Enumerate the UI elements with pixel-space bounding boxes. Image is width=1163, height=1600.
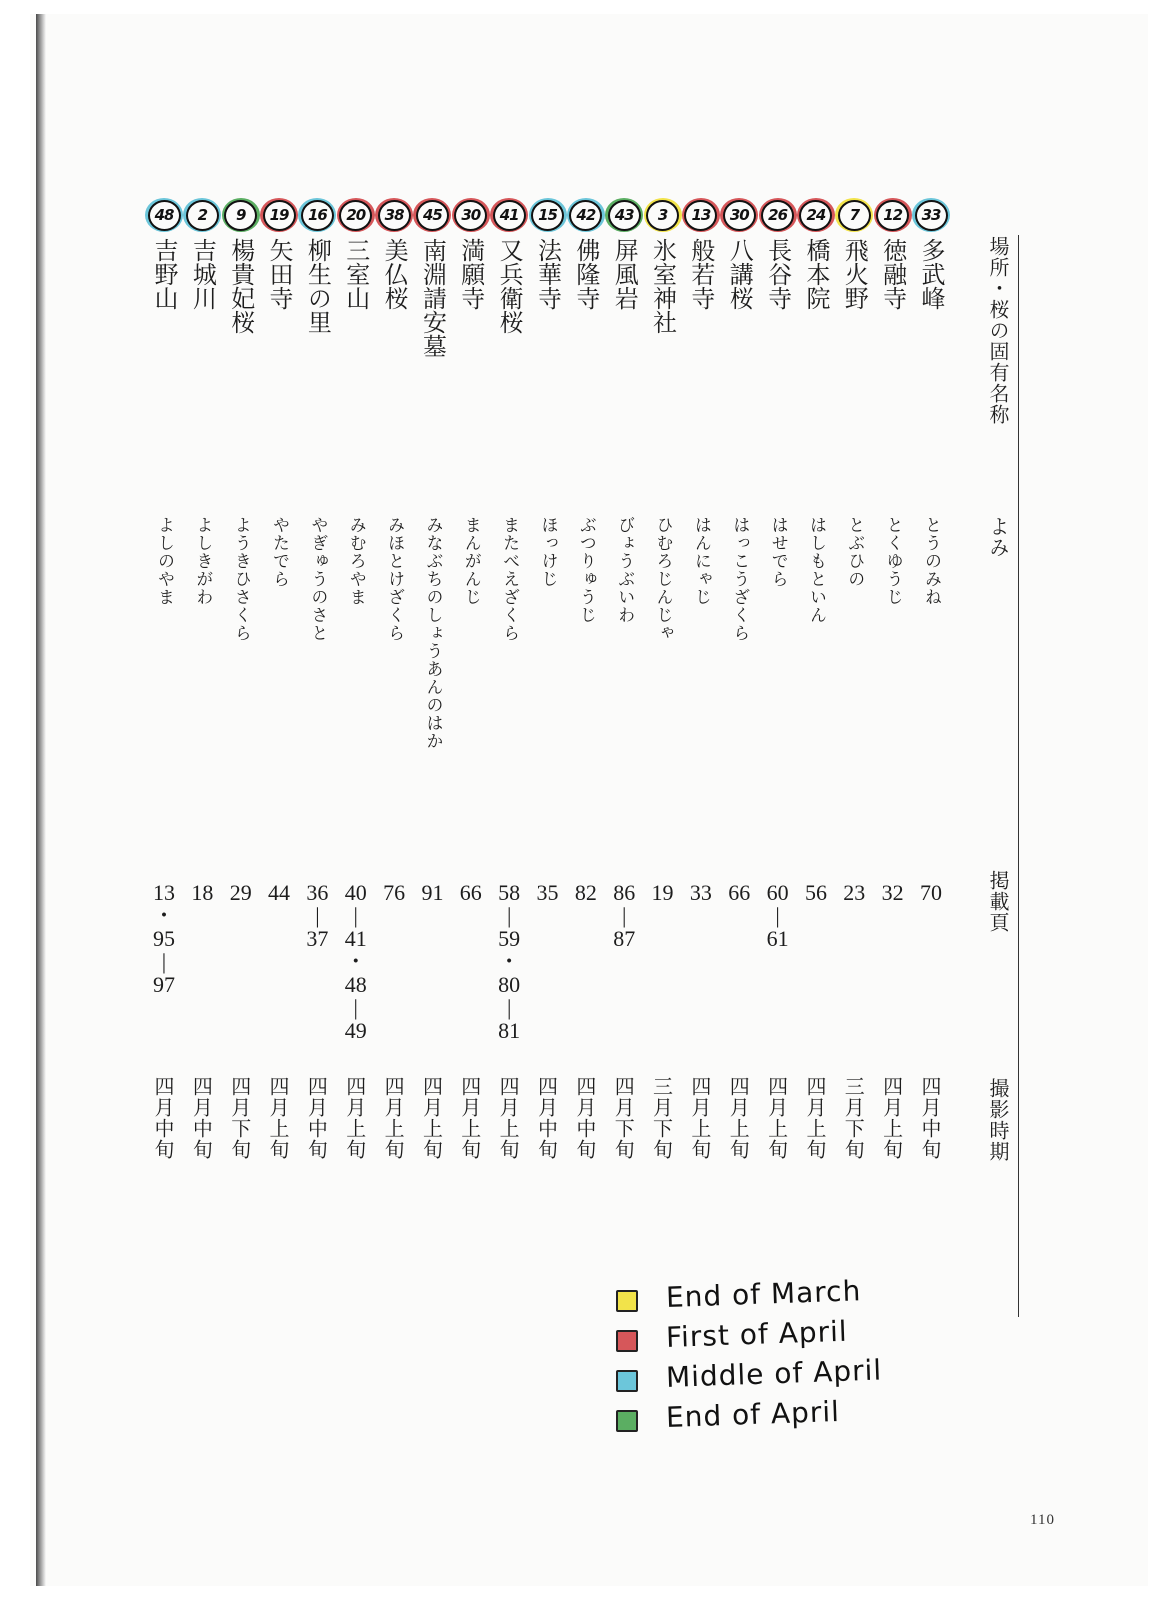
photo-period: 四月上旬	[342, 1076, 367, 1160]
page-number-ref: 95	[153, 926, 175, 951]
location-reading: ほっけじ	[537, 516, 558, 588]
page-number-ref: 82	[574, 880, 597, 905]
location-name: 吉野山	[150, 238, 178, 310]
location-number: 3	[646, 200, 679, 231]
header-name: 場所・桜の固有名称	[986, 236, 1010, 425]
page-number-ref: 44	[268, 880, 291, 905]
page-number-ref: 41	[344, 926, 367, 951]
legend-label: First of April	[665, 1314, 849, 1354]
header-page: 掲載頁	[986, 870, 1010, 933]
location-number: 19	[263, 200, 296, 231]
photo-period: 四月上旬	[879, 1076, 904, 1160]
photo-period: 四月中旬	[534, 1076, 559, 1160]
location-name: 徳融寺	[878, 238, 907, 310]
location-reading: はしもといん	[805, 516, 826, 624]
page-number-ref: 66	[459, 880, 482, 905]
photo-period: 四月中旬	[151, 1076, 175, 1160]
page-number-ref: 48	[344, 972, 367, 997]
page-references: 86 | 87	[597, 870, 651, 962]
location-name: 氷室神社	[648, 238, 677, 334]
page-number-ref: 56	[804, 880, 827, 905]
location-reading: みなぶちのしょうあんのはか	[422, 516, 443, 750]
location-number-badge	[529, 198, 567, 232]
location-name: 柳生の里	[303, 238, 332, 334]
location-name: 矢田寺	[265, 238, 294, 310]
legend-swatch	[616, 1290, 638, 1312]
page-number-ref: 97	[153, 972, 175, 997]
location-number: 45	[416, 200, 449, 231]
photo-period: 四月上旬	[419, 1076, 444, 1160]
page-number-ref: 91	[421, 880, 444, 905]
location-number-badge	[222, 198, 260, 232]
page-references: 36 | 37	[290, 870, 344, 962]
page-number-ref: 33	[689, 880, 712, 905]
photo-period: 四月上旬	[266, 1076, 291, 1160]
location-number-badge	[912, 198, 950, 232]
photo-period: 四月上旬	[687, 1076, 712, 1160]
location-number: 15	[531, 200, 564, 231]
location-reading: はんにゃじ	[690, 516, 711, 606]
location-name: 法華寺	[533, 238, 562, 310]
page-number-ref: 37	[306, 926, 329, 951]
location-number: 43	[608, 200, 641, 231]
page-number-ref: 76	[383, 880, 406, 905]
legend-item	[612, 1274, 932, 1318]
location-reading: びょうぶいわ	[614, 516, 635, 624]
page-number: 110	[1030, 1512, 1055, 1528]
header-yomi: よみ	[986, 516, 1010, 558]
legend-item	[612, 1314, 932, 1358]
photo-period: 四月上旬	[802, 1076, 827, 1160]
location-number: 33	[915, 200, 948, 231]
location-number-badge	[375, 198, 413, 232]
location-number: 7	[838, 200, 871, 231]
location-number-badge	[682, 198, 720, 232]
legend-label: End of April	[665, 1394, 841, 1434]
location-number-badge	[567, 198, 605, 232]
location-name: 吉城川	[188, 238, 217, 310]
page-references: 58 | 59 ・ 80 | 81	[482, 870, 536, 1054]
page-number-ref: 58	[498, 880, 521, 905]
location-number: 42	[569, 200, 602, 231]
legend-swatch	[616, 1370, 638, 1392]
page-number-ref: 13	[153, 880, 175, 905]
bloom-period-legend	[612, 1274, 932, 1458]
page-spine-shadow	[36, 14, 46, 1586]
location-name: 佛隆寺	[571, 238, 600, 310]
photo-period: 四月上旬	[496, 1076, 521, 1160]
location-number: 38	[378, 200, 411, 231]
page-number-ref: 49	[344, 1018, 367, 1043]
location-reading: ぶつりゅうじ	[575, 516, 596, 624]
location-name: 般若寺	[686, 238, 715, 310]
location-number-badge	[720, 198, 758, 232]
location-number: 9	[224, 200, 257, 231]
location-reading: みむろやま	[345, 516, 366, 606]
location-name: 南淵請安墓	[418, 238, 447, 358]
photo-period: 四月上旬	[764, 1076, 789, 1160]
location-number: 30	[454, 200, 487, 231]
location-reading: とぶひの	[844, 516, 865, 588]
photo-period: 四月中旬	[572, 1076, 597, 1160]
photo-period: 三月下旬	[649, 1076, 674, 1160]
location-reading: はせでら	[767, 516, 788, 588]
page-number-ref: 70	[920, 880, 942, 905]
page-number-ref: 61	[766, 926, 789, 951]
location-reading: とくゆうじ	[882, 516, 903, 606]
page-number-ref: 29	[229, 880, 252, 905]
photo-period: 四月中旬	[189, 1076, 214, 1160]
photo-period: 四月上旬	[381, 1076, 406, 1160]
photo-period: 四月下旬	[611, 1076, 636, 1160]
location-number-badge	[605, 198, 643, 232]
photo-period: 四月下旬	[227, 1076, 252, 1160]
location-name: 美仏桜	[380, 238, 409, 310]
page-number-ref: 35	[536, 880, 559, 905]
location-reading: はっこうざくら	[729, 516, 750, 642]
page-number-ref: 87	[613, 926, 636, 951]
location-reading: まんがんじ	[460, 516, 481, 606]
location-name: 飛火野	[840, 238, 869, 310]
location-reading: ようきひさくら	[230, 516, 251, 642]
page-number-ref: 36	[306, 880, 329, 905]
location-name: 屏風岩	[610, 238, 639, 310]
location-number-badge	[644, 198, 682, 232]
location-name: 三室山	[341, 238, 370, 310]
location-number-badge	[874, 198, 912, 232]
location-name: 多武峰	[917, 238, 945, 310]
location-reading: やぎゅうのさと	[307, 516, 328, 642]
location-name: 満願寺	[456, 238, 485, 310]
legend-label: End of March	[665, 1274, 862, 1314]
photo-period: 三月下旬	[841, 1076, 866, 1160]
location-reading: とうのみね	[921, 516, 941, 606]
location-reading: やたでら	[269, 516, 290, 588]
location-number: 24	[799, 200, 832, 231]
location-number-badge	[337, 198, 375, 232]
page-references: 60 | 61	[751, 870, 805, 962]
location-number: 48	[148, 200, 181, 231]
photo-period: 四月上旬	[457, 1076, 482, 1160]
location-name: 長谷寺	[763, 238, 792, 310]
page-number-ref: 32	[881, 880, 904, 905]
location-name: 又兵衛桜	[495, 238, 524, 334]
location-name: 八講桜	[725, 238, 754, 310]
legend-item	[612, 1394, 932, 1438]
photo-period: 四月中旬	[304, 1076, 329, 1160]
location-number-badge	[797, 198, 835, 232]
page-references: 13 ・ 95 | 97	[137, 870, 191, 1008]
legend-swatch	[616, 1410, 638, 1432]
location-name: 楊貴妃桜	[226, 238, 255, 334]
page-number-ref: 59	[498, 926, 521, 951]
location-number-badge	[759, 198, 797, 232]
location-number: 16	[301, 200, 334, 231]
location-number-badge	[490, 198, 528, 232]
location-number: 2	[186, 200, 219, 231]
location-reading: よしのやま	[154, 516, 174, 606]
location-reading: よしきがわ	[192, 516, 213, 606]
page-number-ref: 80	[498, 972, 521, 997]
page-number-ref: 18	[191, 880, 214, 905]
location-number: 30	[723, 200, 756, 231]
location-reading: みほとけざくら	[384, 516, 405, 642]
legend-swatch	[616, 1330, 638, 1352]
photo-period: 四月中旬	[918, 1076, 942, 1160]
location-reading: またべえざくら	[499, 516, 520, 642]
location-number: 26	[761, 200, 794, 231]
location-number: 12	[876, 200, 909, 231]
location-number: 13	[684, 200, 717, 231]
page-number-ref: 86	[613, 880, 636, 905]
page-references: 40 | 41 ・ 48 | 49	[329, 870, 383, 1054]
photo-period: 四月上旬	[726, 1076, 751, 1160]
location-number: 20	[339, 200, 372, 231]
page-number-ref: 19	[651, 880, 674, 905]
page-number-ref: 23	[843, 880, 866, 905]
page-number-ref: 60	[766, 880, 789, 905]
location-number-badge	[452, 198, 490, 232]
page-number-ref: 66	[728, 880, 751, 905]
location-number-badge	[260, 198, 298, 232]
location-number: 41	[493, 200, 526, 231]
page-number-ref: 81	[498, 1018, 521, 1043]
location-number-badge	[145, 198, 183, 232]
location-name: 橋本院	[801, 238, 830, 310]
page-number-ref: 40	[344, 880, 367, 905]
header-divider-line	[1018, 235, 1019, 1317]
legend-item	[612, 1353, 932, 1398]
legend-label: Middle of April	[665, 1353, 883, 1394]
location-reading: ひむろじんじゃ	[652, 516, 673, 642]
header-time: 撮影時期	[986, 1078, 1010, 1162]
